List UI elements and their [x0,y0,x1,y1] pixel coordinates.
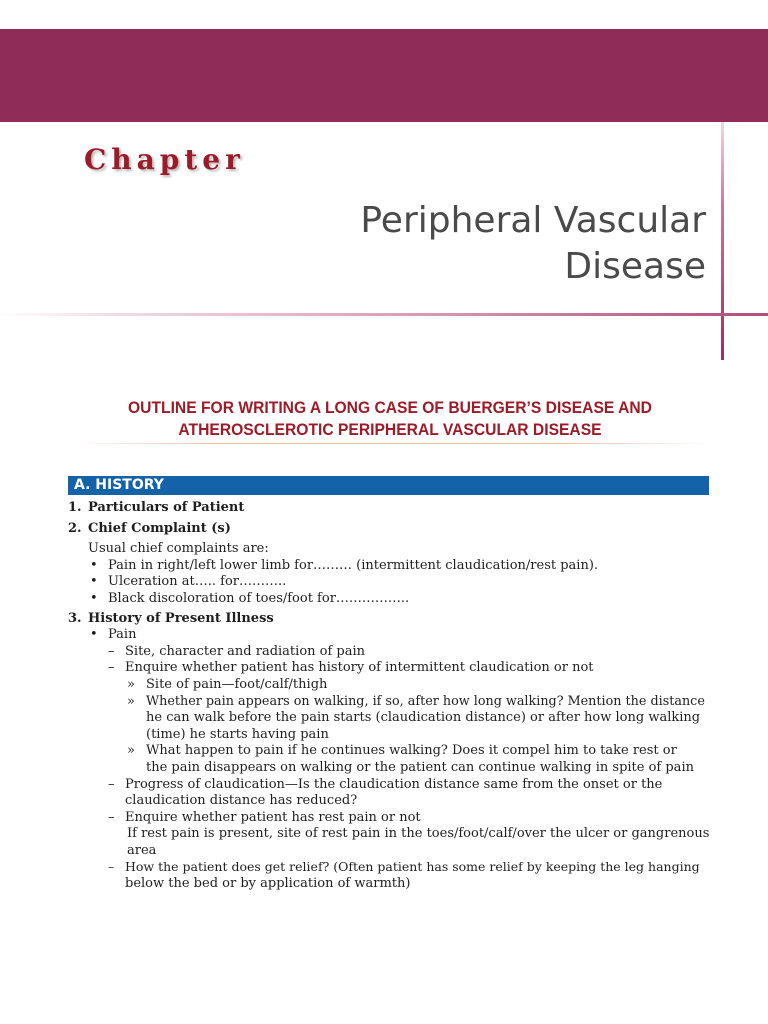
item-text: Enquire whether patient has history of intermittent claudication or not [125,660,594,676]
chapter-title-line2: Disease [564,246,706,287]
dash-icon: – [108,776,115,792]
list-item [68,521,709,538]
guillemet-icon: » [127,693,135,709]
list-item [68,694,709,711]
header-rule [0,313,768,316]
list-item [68,500,709,517]
item-continuation: below the bed or by application of warmth) [125,876,411,892]
list-item [68,644,709,661]
guillemet-icon: » [127,676,135,692]
section-header-bar [68,476,709,495]
item-continuation: claudication distance has reduced? [125,793,358,809]
vertical-accent-line [721,122,724,360]
list-item [68,558,709,575]
guillemet-icon: » [127,743,135,759]
complaint-text: Ulceration at….. for……….. [108,574,287,590]
item-number: 3. [68,610,82,626]
chapter-title-line1: Peripheral Vascular [360,200,706,241]
header-band [0,29,768,122]
item-number: 2. [68,520,82,536]
item-text: How the patient does get relief? (Often patient has some relief by keeping the leg hanging [125,859,700,875]
list-item [68,810,709,827]
item-continuation: area [127,842,157,858]
paragraph: Usual chief complaints are: [88,541,269,557]
section-title: A. HISTORY [74,477,164,493]
item-continuation: (time) he starts having pain [146,726,329,742]
item-continuation: the pain disappears on walking or the patient can continue walking in spite of pain [146,759,694,775]
bullet-icon: • [90,574,98,590]
dash-icon: – [108,643,115,659]
item-text: Site of pain—foot/calf/thigh [146,676,328,692]
complaint-text: Pain in right/left lower limb for……… (intermittent claudication/rest pain). [108,557,599,573]
outline-heading-line2: ATHEROSCLEROTIC PERIPHERAL VASCULAR DISEASE [178,420,602,439]
item-text: Pain [108,627,137,643]
item-number: 1. [68,500,82,515]
item-text: Site, character and radiation of pain [125,643,366,659]
item-heading: Chief Complaint (s) [88,520,231,536]
chapter-title [360,198,706,290]
dash-icon: – [108,859,115,875]
dash-icon: – [108,809,115,825]
history-content [68,500,709,893]
item-heading: History of Present Illness [88,610,274,626]
bullet-icon: • [90,627,98,643]
outline-heading [96,397,685,441]
paragraph: If rest pain is present, site of rest pain in the toes/foot/calf/over the ulcer or gangrenous [127,826,710,842]
item-text: Enquire whether patient has rest pain or not [125,809,421,825]
item-heading: Particulars of Patient [88,500,245,515]
dash-icon: – [108,660,115,676]
outline-divider [70,443,710,444]
list-item [68,859,709,876]
list-item [68,777,709,794]
item-continuation: he can walk before the pain starts (claudication distance) or after how long walking [146,710,701,726]
item-text: Progress of claudication—Is the claudication distance same from the onset or the [125,776,663,792]
list-item [68,574,709,591]
complaint-text: Black discoloration of toes/foot for…………….. [108,590,410,606]
item-text: What happen to pain if he continues walking? Does it compel him to take rest or [146,743,677,759]
chapter-label: Chapter [84,143,245,176]
list-item [68,627,709,644]
bullet-icon: • [90,590,98,606]
list-item [68,611,709,628]
bullet-icon: • [90,557,98,573]
outline-heading-line1: OUTLINE FOR WRITING A LONG CASE OF BUERGER’S DISEASE AND [128,398,652,417]
list-item [68,591,709,608]
list-item [68,660,709,677]
item-text: Whether pain appears on walking, if so, after how long walking? Mention the distance [146,693,705,709]
list-item [68,743,709,760]
list-item [68,677,709,694]
